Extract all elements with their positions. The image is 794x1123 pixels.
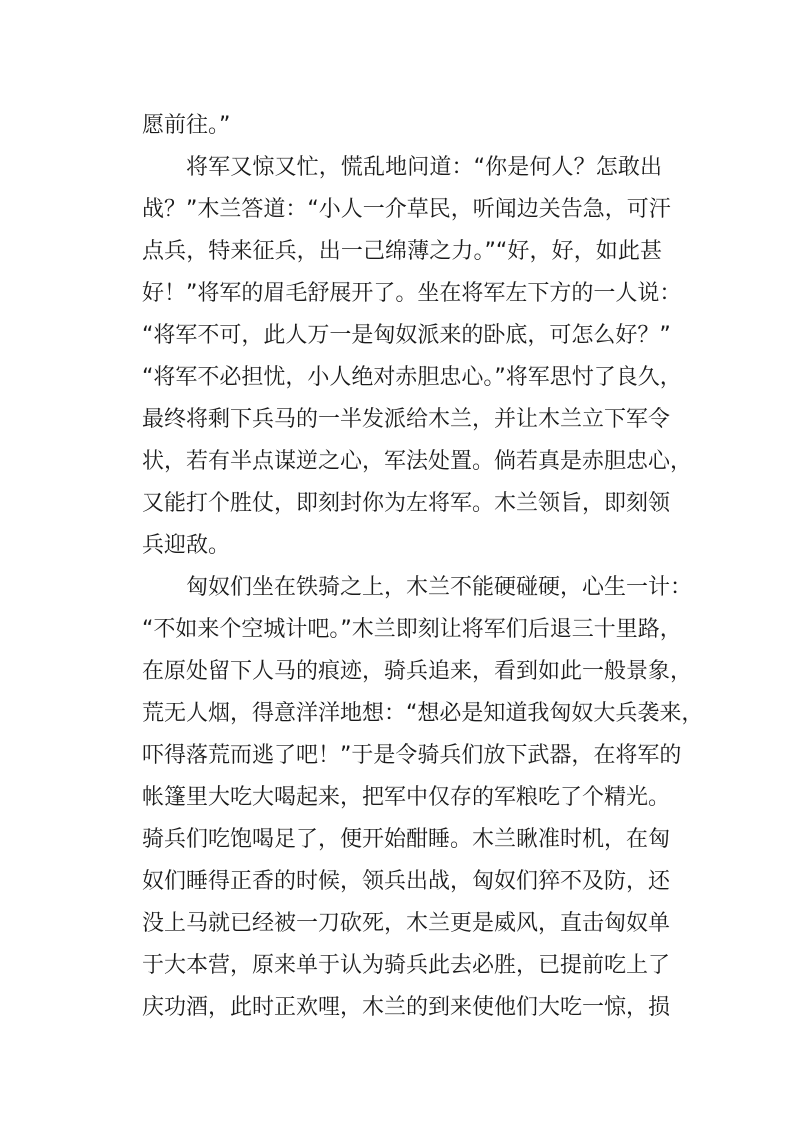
text-line: 最终将剩下兵马的一半发派给木兰，并让木兰立下军令 (142, 407, 671, 432)
text-line: 状，若有半点谋逆之心，军法处置。倘若真是赤胆忠心， (142, 449, 693, 474)
text-line: 点兵，特来征兵，出一己绵薄之力。”“好，好，如此甚 (142, 239, 662, 264)
text-line: 帐篷里大吃大喝起来，把军中仅存的军粮吃了个精光。 (142, 785, 671, 810)
text-line: “将军不必担忧，小人绝对赤胆忠心。”将军思忖了良久， (142, 365, 682, 390)
text-line: 兵迎敌。 (142, 533, 231, 558)
text-line: 愿前往。” (142, 113, 231, 138)
text-line: 在原处留下人马的痕迹，骑兵追来，看到如此一般景象， (142, 659, 693, 684)
text-line: 没上马就已经被一刀砍死，木兰更是威风，直击匈奴单 (142, 911, 671, 936)
text-line: “将军不可，此人万一是匈奴派来的卧底，可怎么好？” (142, 323, 671, 348)
text-line: 好！”将军的眉毛舒展开了。坐在将军左下方的一人说： (142, 281, 682, 306)
paragraph-start-line: 匈奴们坐在铁骑之上，木兰不能硬碰硬，心生一计： (186, 575, 693, 600)
text-line: 战？”木兰答道：“小人一介草民，听闻边关告急，可汗 (142, 197, 671, 222)
text-line: “不如来个空城计吧。”木兰即刻让将军们后退三十里路， (142, 617, 682, 642)
text-line: 奴们睡得正香的时候，领兵出战，匈奴们猝不及防，还 (142, 869, 671, 894)
text-line: 庆功酒，此时正欢哩，木兰的到来使他们大吃一惊，损 (142, 995, 671, 1020)
text-line: 荒无人烟，得意洋洋地想：“想必是知道我匈奴大兵袭来， (142, 701, 704, 726)
text-line: 于大本营，原来单于认为骑兵此去必胜，已提前吃上了 (142, 953, 671, 978)
text-line: 吓得落荒而逃了吧！”于是令骑兵们放下武器，在将军的 (142, 743, 682, 768)
text-line: 骑兵们吃饱喝足了，便开始酣睡。木兰瞅准时机，在匈 (142, 827, 671, 852)
paragraph-start-line: 将军又惊又忙，慌乱地问道：“你是何人？怎敢出 (186, 155, 662, 180)
text-line: 又能打个胜仗，即刻封你为左将军。木兰领旨，即刻领 (142, 491, 671, 516)
